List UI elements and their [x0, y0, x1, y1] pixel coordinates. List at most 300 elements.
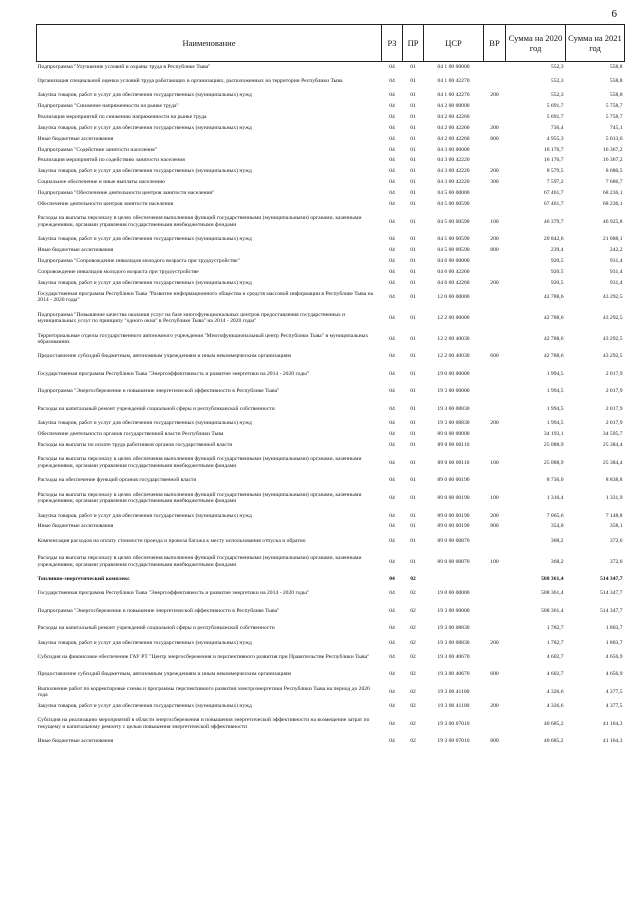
cell-vr: 200	[490, 124, 499, 131]
cell-csr: 89 0 00 00190	[437, 494, 470, 501]
cell-vr: 200	[490, 639, 499, 646]
cell-sum-2020: 4 955,3	[546, 135, 564, 142]
cell-pr: 02	[410, 625, 416, 632]
cell-vr	[484, 256, 506, 267]
cell-rz: 04	[389, 702, 395, 709]
cell-sum-2021: 1 803,7	[605, 639, 623, 646]
cell-csr: 19 3 00 08830	[437, 625, 470, 632]
cell-name: Предоставление субсидий бюджетным, автономным учреждениям и иным некоммерческим организациям	[37, 671, 292, 678]
cell-rz: 04	[389, 405, 395, 412]
cell-pr: 01	[410, 157, 416, 164]
cell-csr: 19 3 00 08830	[437, 639, 470, 646]
budget-table	[36, 24, 625, 747]
cell-pr: 01	[410, 441, 416, 448]
cell-name: Социальное обеспечение и иные выплаты населению	[37, 179, 165, 186]
cell-pr: 01	[410, 135, 416, 142]
cell-csr: 04 5 00 00590	[437, 236, 470, 243]
cell-sum-2020: 1 994,5	[546, 420, 564, 427]
cell-csr: 19 0 00 00000	[437, 370, 470, 377]
cell-pr: 02	[410, 702, 416, 709]
cell-name: Государственная программа Республики Тыва "Энергоэффективность и развитие энергетики на 2014 - 2020 годы"	[37, 370, 310, 377]
table-row	[37, 383, 625, 401]
cell-sum-2020: 4 602,7	[546, 671, 564, 678]
cell-rz: 04	[389, 279, 395, 286]
cell-rz: 04	[389, 135, 395, 142]
cell-pr: 01	[410, 477, 416, 484]
cell-name: Государственная программа Республики Тыва "Развитие информационного общества и средств массовой информации в Республике Тыва на 2014 - 2020 годы"	[37, 290, 374, 304]
cell-vr	[484, 400, 506, 418]
cell-sum-2021: 41 164,3	[602, 738, 623, 745]
table-row	[37, 574, 625, 585]
cell-rz: 04	[389, 590, 395, 597]
cell-vr	[484, 475, 506, 486]
cell-pr: 01	[410, 168, 416, 175]
cell-rz: 04	[389, 124, 395, 131]
cell-pr: 01	[410, 113, 416, 120]
table-row	[37, 166, 625, 177]
cell-csr	[424, 574, 484, 585]
header-vr: ВР	[484, 25, 506, 62]
table-row	[37, 289, 625, 307]
table-row	[37, 648, 625, 666]
cell-sum-2020: 4 326,6	[546, 688, 564, 695]
cell-csr: 12 2 00 00000	[437, 315, 470, 322]
cell-name: Подпрограмма "Содействие занятости населения"	[37, 146, 158, 153]
header-sum-2020: Сумма на 2020 год	[506, 25, 566, 62]
cell-sum-2021: 745,1	[609, 124, 623, 131]
cell-sum-2020: 16 176,7	[543, 157, 564, 164]
cell-sum-2020: 368,2	[550, 537, 564, 544]
cell-sum-2020: 552,3	[550, 92, 564, 99]
cell-sum-2021: 5 013,6	[605, 135, 623, 142]
cell-sum-2020: 5 691,7	[546, 103, 564, 110]
cell-name: Расходы на выплаты персоналу в целях обеспечения выполнения функций государственными (муниципальными) органами, казенными учреждениями, органами управления государственными внебюджетными фондами	[37, 491, 362, 505]
cell-pr: 02	[410, 720, 416, 727]
cell-sum-2021: 4 656,9	[605, 671, 623, 678]
cell-sum-2021: 242,2	[609, 247, 623, 254]
cell-sum-2020: 34 193,1	[543, 431, 564, 438]
cell-pr: 01	[410, 405, 416, 412]
cell-csr: 19 3 00 08830	[437, 405, 470, 412]
cell-name: Подпрограмма "Энергосбережение и повышение энергетической эффективности в Республике Тыва"	[37, 388, 280, 395]
table-row	[37, 429, 625, 440]
cell-vr: 100	[490, 494, 499, 501]
cell-name: Иные бюджетные ассигнования	[37, 523, 114, 530]
cell-csr: 19 3 00 41100	[437, 702, 470, 709]
cell-csr: 19 0 00 00000	[437, 590, 470, 597]
cell-rz: 04	[389, 353, 395, 360]
cell-sum-2021: 931,4	[609, 279, 623, 286]
cell-sum-2021: 514 347,7	[600, 607, 623, 614]
table-row	[37, 736, 625, 747]
cell-rz: 04	[389, 179, 395, 186]
cell-pr: 02	[410, 738, 416, 745]
cell-csr: 89 0 00 00190	[437, 477, 470, 484]
cell-name: Закупка товаров, работ и услуг для обеспечения государственных (муниципальных) нужд	[37, 639, 252, 646]
cell-rz: 04	[389, 258, 395, 265]
cell-sum-2020: 25 088,9	[543, 441, 564, 448]
cell-vr: 200	[490, 420, 499, 427]
cell-csr: 19 3 00 00000	[437, 388, 470, 395]
cell-name: Выполнение работ по корректировке схемы и программы перспективного развития электроэнергетики Республики Тыва на период до 2020 года	[37, 685, 370, 698]
cell-csr: 04 5 00 00590	[437, 201, 470, 208]
cell-vr: 600	[490, 353, 499, 360]
cell-rz: 04	[389, 103, 395, 110]
cell-vr: 100	[490, 459, 499, 466]
cell-vr: 200	[490, 168, 499, 175]
cell-sum-2020: 1 316,4	[546, 494, 564, 501]
cell-sum-2021: 2 017,9	[605, 420, 623, 427]
cell-rz: 04	[389, 688, 395, 695]
header-sum-2021: Сумма на 2021 год	[566, 25, 625, 62]
cell-sum-2020: 239,4	[550, 247, 564, 254]
cell-name: Закупка товаров, работ и услуг для обеспечения государственных (муниципальных) нужд	[37, 279, 252, 286]
cell-vr: 800	[490, 135, 499, 142]
cell-pr: 01	[410, 558, 416, 565]
cell-rz: 04	[389, 558, 395, 565]
cell-pr: 01	[410, 190, 416, 197]
cell-sum-2021: 358,1	[609, 523, 623, 530]
table-row	[37, 712, 625, 736]
cell-csr: 04 5 00 00590	[437, 218, 470, 225]
cell-csr: 04 3 00 00000	[437, 146, 470, 153]
cell-sum-2020: 920,5	[550, 279, 564, 286]
table-row	[37, 245, 625, 256]
cell-pr: 02	[410, 688, 416, 695]
cell-rz: 04	[389, 77, 395, 84]
cell-sum-2021: 4 377,5	[605, 688, 623, 695]
cell-rz: 04	[389, 247, 395, 254]
table-row	[37, 510, 625, 521]
cell-sum-2021: 16 367,2	[602, 146, 623, 153]
cell-pr: 02	[410, 671, 416, 678]
cell-sum-2021: 514 347,7	[600, 590, 623, 597]
cell-vr: 200	[490, 92, 499, 99]
cell-rz: 04	[389, 671, 395, 678]
cell-csr: 89 0 00 00110	[437, 441, 470, 448]
cell-vr	[484, 429, 506, 440]
cell-sum-2021: 2 017,9	[605, 405, 623, 412]
cell-name: Расходы на капитальный ремонт учреждений социальной сферы и республиканской собственности	[37, 405, 275, 412]
table-row	[37, 486, 625, 510]
cell-sum-2021: 7 686,7	[605, 179, 623, 186]
cell-sum-2020: 42 788,6	[543, 353, 564, 360]
cell-sum-2020: 42 788,6	[543, 315, 564, 322]
cell-csr: 19 3 00 40670	[437, 653, 470, 660]
cell-rz: 04	[389, 218, 395, 225]
cell-vr	[484, 267, 506, 278]
table-row	[37, 234, 625, 245]
cell-vr	[484, 574, 506, 585]
cell-rz: 04	[389, 639, 395, 646]
table-row	[37, 550, 625, 574]
cell-name: Расходы на капитальный ремонт учреждений социальной сферы и республиканской собственности	[37, 625, 275, 632]
table-row	[37, 267, 625, 278]
cell-name: Иные бюджетные ассигнования	[37, 247, 114, 254]
cell-sum-2020: 508 361,4	[541, 576, 564, 583]
cell-sum-2020: 1 782,7	[546, 639, 564, 646]
cell-csr: 12 2 00 40030	[437, 353, 470, 360]
cell-csr: 19 3 00 08830	[437, 420, 470, 427]
table-row	[37, 256, 625, 267]
cell-sum-2021: 7 148,8	[605, 512, 623, 519]
cell-rz: 04	[389, 420, 395, 427]
cell-sum-2021: 2 017,9	[605, 370, 623, 377]
cell-csr: 04 6 00 00000	[437, 258, 470, 265]
cell-name: Закупка товаров, работ и услуг для обеспечения государственных (муниципальных) нужд	[37, 168, 252, 175]
cell-sum-2020: 508 361,4	[541, 590, 564, 597]
cell-pr: 02	[410, 639, 416, 646]
cell-pr: 01	[410, 63, 416, 70]
cell-sum-2021: 68 236,1	[602, 190, 623, 197]
cell-pr: 01	[410, 512, 416, 519]
table-row	[37, 365, 625, 383]
cell-csr: 04 5 00 00000	[437, 190, 470, 197]
cell-csr: 04 2 00 42260	[437, 124, 470, 131]
cell-rz: 04	[389, 294, 395, 301]
cell-name: Территориальные отделы государственного автономного учреждения "Многофункциональный центр Республики Тыва" в муниципальных образованиях	[37, 332, 369, 346]
cell-pr: 01	[410, 420, 416, 427]
header-rz: РЗ	[382, 25, 403, 62]
cell-pr: 01	[410, 459, 416, 466]
cell-vr	[484, 712, 506, 736]
table-row	[37, 72, 625, 90]
cell-sum-2020: 67 461,7	[543, 201, 564, 208]
cell-pr: 01	[410, 179, 416, 186]
cell-name: Закупка товаров, работ и услуг для обеспечения государственных (муниципальных) нужд	[37, 92, 252, 99]
cell-sum-2020: 354,0	[550, 523, 564, 530]
cell-vr	[484, 144, 506, 155]
cell-name: Реализация мероприятий по снижению напряженности на рынке труда	[37, 113, 207, 120]
cell-pr: 01	[410, 370, 416, 377]
cell-sum-2021: 5 758,7	[605, 103, 623, 110]
cell-csr: 89 0 00 00190	[437, 523, 470, 530]
table-row	[37, 306, 625, 330]
cell-rz: 04	[389, 738, 395, 745]
table-row	[37, 521, 625, 532]
cell-sum-2021: 16 367,2	[602, 157, 623, 164]
table-row	[37, 475, 625, 486]
cell-pr: 01	[410, 431, 416, 438]
cell-csr: 12 0 00 00000	[437, 294, 470, 301]
cell-name: Подпрограмма "Снижение напряженности на рынке труда"	[37, 103, 179, 110]
cell-name: Компенсация расходов на оплату стоимости проезда и провоза багажа к месту использования отпуска и обратно	[37, 537, 306, 544]
cell-sum-2020: 46 379,7	[543, 218, 564, 225]
cell-sum-2021: 558,8	[609, 63, 623, 70]
table-row	[37, 188, 625, 199]
cell-csr: 19 3 00 40670	[437, 671, 470, 678]
table-row	[37, 532, 625, 550]
cell-rz: 04	[389, 146, 395, 153]
cell-sum-2021: 46 925,8	[602, 218, 623, 225]
cell-sum-2021: 558,8	[609, 77, 623, 84]
table-row	[37, 440, 625, 451]
table-row	[37, 683, 625, 701]
cell-pr: 01	[410, 494, 416, 501]
cell-name: Подпрограмма "Улучшение условий и охраны труда в Республике Тыва"	[37, 63, 211, 70]
cell-csr: 04 3 00 42220	[437, 157, 470, 164]
cell-name: Организация специальной оценки условий труда работающих в организациях, расположенных на территории Республики Тыва	[37, 77, 343, 84]
header-csr: ЦСР	[424, 25, 484, 62]
cell-vr	[484, 365, 506, 383]
cell-sum-2020: 8 579,5	[546, 168, 564, 175]
cell-sum-2020: 67 461,7	[543, 190, 564, 197]
cell-sum-2020: 368,2	[550, 558, 564, 565]
cell-pr: 01	[410, 294, 416, 301]
cell-csr: 89 0 00 00870	[437, 537, 470, 544]
table-row	[37, 620, 625, 638]
header-name: Наименование	[37, 25, 382, 62]
cell-pr: 01	[410, 268, 416, 275]
table-row	[37, 701, 625, 712]
cell-sum-2021: 21 088,1	[602, 236, 623, 243]
table-row	[37, 199, 625, 210]
cell-vr: 200	[490, 512, 499, 519]
cell-sum-2020: 7 065,6	[546, 512, 564, 519]
cell-vr	[484, 330, 506, 348]
cell-rz: 04	[389, 720, 395, 727]
cell-rz: 04	[389, 441, 395, 448]
cell-pr: 01	[410, 279, 416, 286]
cell-sum-2021: 43 292,5	[602, 315, 623, 322]
cell-csr: 04 3 00 42220	[437, 179, 470, 186]
cell-name: Топливно-энергетический комплекс	[37, 576, 130, 583]
cell-csr: 04 1 00 42270	[437, 92, 470, 99]
table-row	[37, 133, 625, 144]
cell-vr	[484, 188, 506, 199]
cell-sum-2020: 552,3	[550, 63, 564, 70]
cell-sum-2021: 25 384,4	[602, 459, 623, 466]
cell-name: Закупка товаров, работ и услуг для обеспечения государственных (муниципальных) нужд	[37, 702, 252, 709]
cell-csr: 19 3 00 67010	[437, 720, 470, 727]
table-row	[37, 400, 625, 418]
cell-vr	[484, 155, 506, 166]
cell-csr: 04 2 00 42260	[437, 113, 470, 120]
cell-name: Расходы на обеспечение функций органов государственной власти	[37, 477, 197, 484]
cell-name: Субсидия на реализацию мероприятий в области энергосбережения и повышения энергетической эффективности на возмещение затрат по текущему и капитальному ремонту с целью повышения энергетической эффективности	[37, 717, 370, 730]
cell-rz: 04	[389, 190, 395, 197]
budget-table-container	[36, 24, 624, 747]
cell-sum-2020: 4 602,7	[546, 653, 564, 660]
cell-vr: 100	[490, 558, 499, 565]
cell-csr: 19 3 00 67010	[437, 738, 470, 745]
cell-vr	[484, 383, 506, 401]
cell-sum-2021: 43 292,5	[602, 294, 623, 301]
table-row	[37, 330, 625, 348]
cell-sum-2020: 736,4	[550, 124, 564, 131]
cell-sum-2020: 920,5	[550, 258, 564, 265]
cell-sum-2021: 4 656,9	[605, 653, 623, 660]
cell-sum-2020: 1 782,7	[546, 625, 564, 632]
table-row	[37, 62, 625, 73]
cell-csr: 04 3 00 42220	[437, 168, 470, 175]
cell-csr: 19 3 00 41100	[437, 688, 470, 695]
cell-rz: 04	[389, 92, 395, 99]
cell-csr: 12 2 00 40030	[437, 335, 470, 342]
table-row	[37, 637, 625, 648]
cell-sum-2021: 2 017,9	[605, 388, 623, 395]
cell-vr	[484, 620, 506, 638]
cell-rz: 04	[389, 431, 395, 438]
cell-sum-2020: 42 788,6	[543, 335, 564, 342]
cell-vr: 200	[490, 702, 499, 709]
cell-pr: 02	[410, 590, 416, 597]
cell-csr: 04 1 00 42270	[437, 77, 470, 84]
cell-name: Обеспечение деятельности органов государственной власти Республики Тыва	[37, 431, 224, 438]
cell-sum-2020: 552,3	[550, 77, 564, 84]
cell-sum-2021: 931,4	[609, 268, 623, 275]
cell-sum-2021: 4 377,5	[605, 702, 623, 709]
table-row	[37, 210, 625, 234]
cell-name: Подпрограмма "Обеспечение деятельности центров занятости населения"	[37, 190, 215, 197]
cell-name: Расходы на выплаты персоналу в целях обеспечения выполнения функций государственными (муниципальными) органами, казенными учреждениями, органами управления государственными внебюджетными фондами	[37, 456, 362, 469]
cell-csr: 04 6 00 42260	[437, 279, 470, 286]
cell-csr: 04 5 00 00590	[437, 247, 470, 254]
cell-csr: 89 0 00 00110	[437, 459, 470, 466]
cell-rz: 04	[389, 607, 395, 614]
table-row	[37, 112, 625, 123]
cell-pr: 01	[410, 335, 416, 342]
cell-pr: 01	[410, 201, 416, 208]
cell-sum-2020: 1 994,5	[546, 370, 564, 377]
cell-sum-2021: 372,6	[609, 558, 623, 565]
cell-pr: 01	[410, 236, 416, 243]
cell-name: Подпрограмма "Энергосбережение и повышение энергетической эффективности в Республике Тыва"	[37, 607, 280, 614]
cell-csr: 89 0 00 00870	[437, 558, 470, 565]
cell-name: Подпрограмма "Сопровождение инвалидов молодого возраста при трудоустройстве"	[37, 258, 240, 265]
cell-vr: 300	[490, 179, 499, 186]
cell-sum-2021: 5 758,7	[605, 113, 623, 120]
cell-sum-2020: 1 994,5	[546, 388, 564, 395]
cell-rz: 04	[389, 201, 395, 208]
table-row	[37, 602, 625, 620]
table-row	[37, 666, 625, 684]
cell-sum-2021: 43 292,5	[602, 353, 623, 360]
header-pr: ПР	[403, 25, 424, 62]
cell-rz: 04	[389, 370, 395, 377]
cell-sum-2021: 514 347,7	[600, 576, 623, 583]
cell-sum-2020: 1 994,5	[546, 405, 564, 412]
cell-pr: 01	[410, 146, 416, 153]
cell-sum-2021: 931,4	[609, 258, 623, 265]
cell-name: Расходы на выплаты персоналу в целях обеспечения выполнения функций государственными (муниципальными) органами, казенными учреждениями, органами управления государственными внебюджетными фондами	[37, 215, 362, 228]
cell-rz: 04	[389, 512, 395, 519]
cell-rz: 04	[389, 113, 395, 120]
cell-pr: 01	[410, 124, 416, 131]
cell-vr	[484, 62, 506, 73]
cell-rz: 04	[389, 168, 395, 175]
cell-vr	[484, 289, 506, 307]
cell-vr	[484, 199, 506, 210]
cell-pr: 01	[410, 103, 416, 110]
cell-name: Подпрограмма "Повышение качества оказания услуг на базе многофункциональных центров предоставления государственных и муниципальных услуг по принципу "одного окна" в Республике Тыва" на 2014 - 2020 годы"	[37, 311, 346, 325]
cell-csr: 89 0 00 00000	[437, 431, 470, 438]
cell-name: Субсидия на финансовое обеспечение ГАУ РТ "Центр энергосбережения и перспективного развития при Правительстве Республики Тыва"	[37, 653, 370, 660]
cell-rz: 04	[389, 494, 395, 501]
cell-pr: 01	[410, 258, 416, 265]
cell-rz: 04	[389, 236, 395, 243]
cell-pr: 01	[410, 92, 416, 99]
cell-sum-2020: 25 088,9	[543, 459, 564, 466]
cell-pr: 01	[410, 77, 416, 84]
cell-vr	[484, 585, 506, 603]
cell-vr: 200	[490, 236, 499, 243]
cell-sum-2020: 42 788,6	[543, 294, 564, 301]
cell-sum-2021: 41 164,3	[602, 720, 623, 727]
cell-sum-2021: 34 595,7	[602, 431, 623, 438]
cell-vr	[484, 602, 506, 620]
table-row	[37, 123, 625, 134]
